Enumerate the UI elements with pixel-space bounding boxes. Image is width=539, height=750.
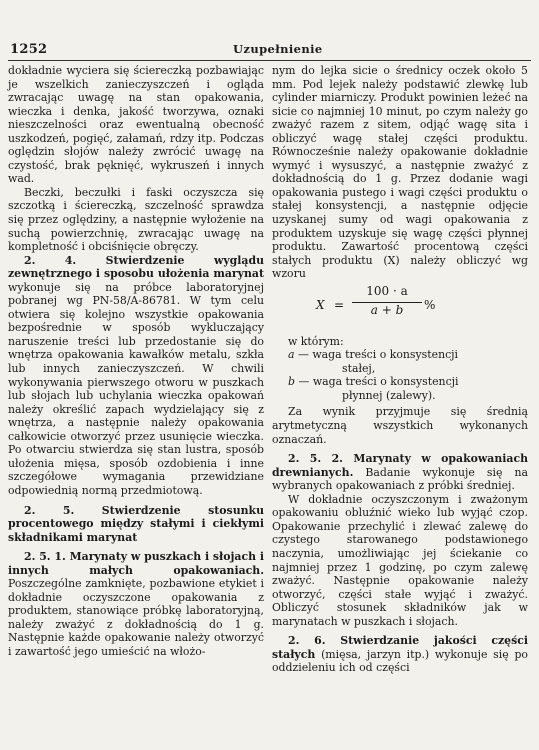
legend-symbol-b: b: [288, 375, 295, 389]
formula-block: [272, 285, 528, 329]
formula-numerator: 100 · a: [366, 283, 408, 298]
paragraph-sieve-method: nym do lejka sicie o średnicy oczek około 5 mm. Pod lejek należy podstawić zlewkę lub cylinder miarniczy. Produkt powinien leżeć na sicie co najmniej 10 minut, po czym należy go zważyć razem z sitem, odjąć wagę sita i obliczyć wagę stałej części produktu. Równocześnie należy opakowanie dokładnie wymyć i wysuszyć, a następnie zważyć z dokładnością do 1 g. Przez dodanie wagi opakowania pustego i wagi części produktu o stałej konsystencji, a następnie odjęcie uzyskanej sumy od wagi opakowania z produktem uzyskuje się wagę części płynnej produktu. Zawartość procentową części stałych produktu (X) należy obliczyć wg wzoru: [272, 64, 528, 281]
paragraph-inspection: dokładnie wyciera się ściereczką pozbawiając je wszelkich zanieczyszczeń i ogląda zwracając uwagę na stan opakowania, wieczka i denka, jakość tworzywa, oznaki nieszczelności oraz ewentualną obecność uszkodzeń, pogięć, załamań, rdzy itp. Podczas oględzin słojów należy zwrócić uwagę na czystość, brak pęknięć, wykruszeń i innych wad.: [8, 64, 264, 186]
section-2-5-1-body: Poszczególne zamknięte, pozbawione etykiet i dokładnie oczyszczone opakowania z produktem, stanowiące próbkę laboratoryjną, należy zważyć z dokładnością do 1 g. Następnie każde opakowanie należy otworzyć i zawartość jego umieścić na włożo-: [8, 577, 264, 658]
section-heading-2-5-2: 2. 5. 2. Marynaty w opakowaniach drewnianych.: [272, 452, 528, 479]
legend-text-a: waga treści o konsystencji: [312, 348, 459, 362]
left-column: [8, 64, 264, 659]
legend-symbol-a: a: [288, 348, 295, 362]
formula-equals: =: [334, 297, 345, 312]
page-number: 1252: [10, 42, 48, 57]
section-heading-2-5-1: 2. 5. 1. Marynaty w puszkach i słojach i innych małych opakowaniach.: [8, 550, 264, 577]
legend-item-b-cont: płynnej (zalewy).: [342, 388, 436, 402]
section-heading-2-5: 2. 5. Stwierdzenie stosunku procentowego między stałymi i ciekłymi składnikami marynat: [8, 503, 264, 544]
formula-denominator: a + b: [370, 302, 404, 317]
legend-item-b: [272, 375, 528, 389]
paragraph-section-2-5-2: [272, 452, 528, 493]
right-column: [272, 64, 528, 675]
legend-text-b: waga treści o konsystencji: [312, 375, 459, 389]
paragraph-section-2-5-1: [8, 550, 264, 658]
paragraph-section-2-6: [272, 634, 528, 675]
running-head: Uzupełnienie: [233, 42, 323, 56]
paragraph-average: Za wynik przyjmuje się średnią arytmetyczną wszystkich wykonanych oznaczań.: [272, 405, 528, 446]
paragraph-barrels: Beczki, beczułki i faski oczyszcza się szczotką i ściereczką, szczelność sprawdza się przez oględziny, a następnie wyłożenie na suchą powierzchnię, zwracając uwagę na kompletność i obciśnięcie obręczy.: [8, 185, 264, 254]
legend-intro: w którym:: [288, 334, 344, 348]
section-heading-2-6: 2. 6. Stwierdzanie jakości części stałych: [272, 634, 528, 661]
formula-lhs: X: [316, 297, 325, 312]
legend-dash-a: —: [297, 348, 309, 362]
formula-unit: %: [424, 297, 436, 312]
paragraph-section-2-4: [8, 254, 264, 498]
section-2-6-body: (mięsa, jarzyn itp.) wykonuje się po oddzieleniu ich od części: [272, 647, 528, 675]
legend-dash-b: —: [298, 375, 310, 389]
section-2-5-2-body: Badanie wykonuje się na wybranych opakowaniach z próbki średniej.: [272, 465, 528, 493]
page-header: [8, 38, 531, 61]
section-2-4-body: wykonuje się na próbce laboratoryjnej pobranej wg PN-58/A-86781. W tym celu otwiera się kolejno wszystkie opakowania bezpośrednie w sposób wykluczający naruszenie treści lub przedostanie się do wnętrza opakowania kawałków metalu, szkła lub innych zanieczyszczeń. W chwili wykonywania pierwszego otworu w puszkach lub słojach lub uchylania wieczka opakowań należy określić zapach wydzielający się z wnętrza, a następnie należy opakowania całkowicie otworzyć przez usunięcie wieczka. Po otwarciu stwierdza się stan lustra, sposób ułożenia mięsa, sposób ozdobienia i inne szczegółowe wymagania przewidziane odpowiednią normą przedmiotową.: [8, 280, 264, 497]
legend-item-a-cont: stałej,: [342, 361, 376, 375]
legend-item-a: [272, 348, 528, 362]
formula-fraction: [352, 285, 422, 320]
paragraph-wooden-procedure: W dokładnie oczyszczonym i zważonym opakowaniu obluźnić wieko lub wyjąć czop. Opakowanie przechylić i zlewać zalewę do czystego starowanego podstawionego naczynia, umożliwiając jej ściekanie co najmniej przez 1 godzinę, po czym zalewę zważyć. Następnie opakowanie należy otworzyć, części stałe wyjąć i zważyć. Obliczyć stosunek składników jak w marynatach w puszkach i słojach.: [272, 492, 528, 628]
section-heading-2-4: 2. 4. Stwierdzenie wyglądu zewnętrznego i sposobu ułożenia marynat: [8, 253, 264, 281]
